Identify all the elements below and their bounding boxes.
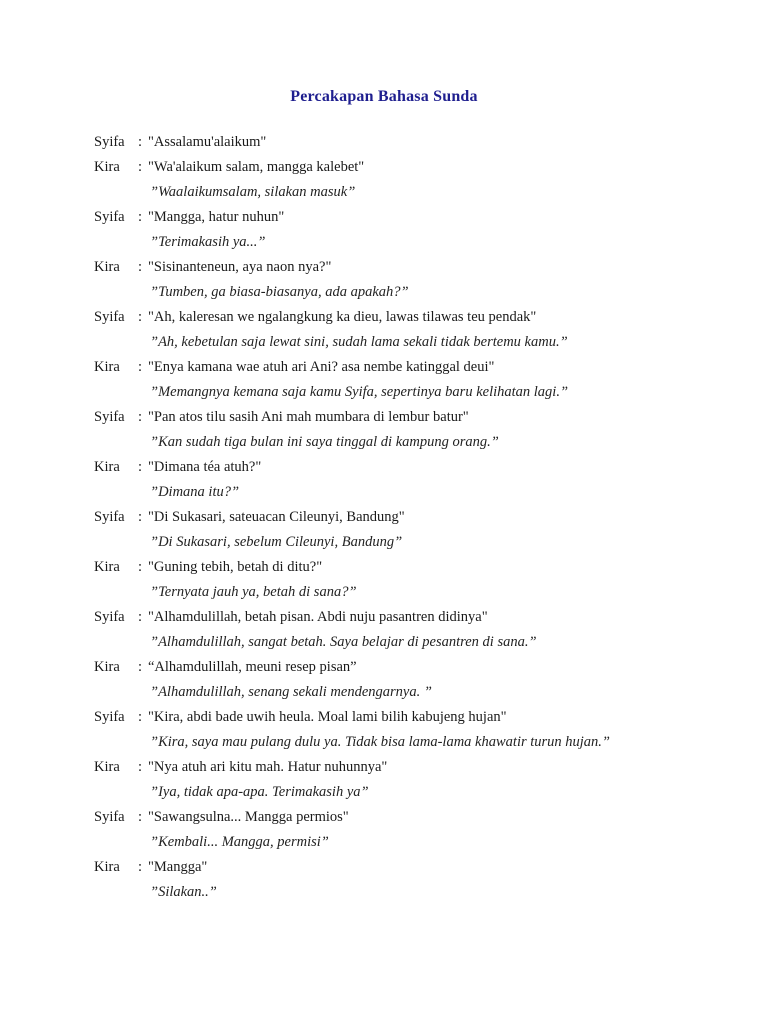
sundanese-utterance: "Pan atos tilu sasih Ani mah mumbara di lembur batur" <box>148 409 469 425</box>
sundanese-utterance: "Alhamdulillah, betah pisan. Abdi nuju pasantren didinya" <box>148 609 488 625</box>
speaker-separator: : <box>138 409 143 425</box>
speaker-name: Syifa <box>94 134 125 150</box>
dialog-line <box>94 130 734 155</box>
conversation <box>94 130 734 905</box>
dialog-entry <box>94 655 734 705</box>
speaker-separator: : <box>138 209 143 225</box>
speaker-separator: : <box>138 709 143 725</box>
sundanese-utterance: "Dimana téa atuh?" <box>148 459 262 475</box>
document-title: Percakapan Bahasa Sunda <box>290 88 478 105</box>
sundanese-utterance: "Mangga" <box>148 859 208 875</box>
speaker-name: Kira <box>94 859 120 875</box>
speaker-name: Kira <box>94 359 120 375</box>
sundanese-utterance: "Wa'alaikum salam, mangga kalebet" <box>148 159 365 175</box>
dialog-line <box>94 755 734 780</box>
speaker-name: Kira <box>94 559 120 575</box>
indonesian-translation: ”Terimakasih ya...” <box>150 234 266 250</box>
sundanese-utterance: "Sawangsulna... Mangga permios" <box>148 809 349 825</box>
sundanese-utterance: "Assalamu'alaikum" <box>148 134 267 150</box>
sundanese-utterance: "Di Sukasari, sateuacan Cileunyi, Bandung" <box>148 509 405 525</box>
dialog-entry <box>94 455 734 505</box>
sundanese-utterance: "Nya atuh ari kitu mah. Hatur nuhunnya" <box>148 759 388 775</box>
speaker-separator: : <box>138 259 143 275</box>
indonesian-translation: ”Kembali... Mangga, permisi” <box>150 834 329 850</box>
speaker-separator: : <box>138 659 143 675</box>
indonesian-translation: ”Alhamdulillah, senang sekali mendengarnya. ” <box>150 684 432 700</box>
sundanese-utterance: "Sisinanteneun, aya naon nya?" <box>148 259 332 275</box>
speaker-name: Syifa <box>94 809 125 825</box>
sundanese-utterance: “Alhamdulillah, meuni resep pisan” <box>148 659 357 675</box>
speaker-separator: : <box>138 609 143 625</box>
dialog-line <box>94 605 734 630</box>
speaker-name: Kira <box>94 659 120 675</box>
dialog-line <box>94 805 734 830</box>
sundanese-utterance: "Mangga, hatur nuhun" <box>148 209 285 225</box>
speaker-name: Kira <box>94 459 120 475</box>
sundanese-utterance: "Enya kamana wae atuh ari Ani? asa nembe katinggal deui" <box>148 359 495 375</box>
dialog-entry <box>94 205 734 255</box>
dialog-entry <box>94 305 734 355</box>
indonesian-translation: ”Memangnya kemana saja kamu Syifa, sepertinya baru kelihatan lagi.” <box>150 384 569 400</box>
dialog-entry <box>94 405 734 455</box>
speaker-separator: : <box>138 359 143 375</box>
dialog-entry <box>94 805 734 855</box>
indonesian-translation: ”Kan sudah tiga bulan ini saya tinggal di kampung orang.” <box>150 434 499 450</box>
speaker-separator: : <box>138 309 143 325</box>
speaker-separator: : <box>138 559 143 575</box>
indonesian-translation: ”Alhamdulillah, sangat betah. Saya belajar di pesantren di sana.” <box>150 634 537 650</box>
dialog-line <box>94 305 734 330</box>
dialog-line <box>94 505 734 530</box>
dialog-entry <box>94 605 734 655</box>
dialog-entry <box>94 705 734 755</box>
dialog-entry <box>94 130 734 155</box>
speaker-name: Syifa <box>94 209 125 225</box>
speaker-separator: : <box>138 459 143 475</box>
speaker-name: Kira <box>94 259 120 275</box>
dialog-line <box>94 255 734 280</box>
dialog-entry <box>94 355 734 405</box>
dialog-line <box>94 205 734 230</box>
speaker-name: Syifa <box>94 709 125 725</box>
sundanese-utterance: "Ah, kaleresan we ngalangkung ka dieu, lawas tilawas teu pendak" <box>148 309 537 325</box>
dialog-line <box>94 705 734 730</box>
speaker-separator: : <box>138 159 143 175</box>
dialog-line <box>94 405 734 430</box>
indonesian-translation: ”Silakan..” <box>150 884 217 900</box>
dialog-entry <box>94 855 734 905</box>
speaker-separator: : <box>138 809 143 825</box>
indonesian-translation: ”Tumben, ga biasa-biasanya, ada apakah?” <box>150 284 409 300</box>
speaker-name: Syifa <box>94 409 125 425</box>
speaker-name: Syifa <box>94 509 125 525</box>
speaker-separator: : <box>138 759 143 775</box>
speaker-name: Syifa <box>94 609 125 625</box>
dialog-line <box>94 555 734 580</box>
indonesian-translation: ”Iya, tidak apa-apa. Terimakasih ya” <box>150 784 369 800</box>
dialog-entry <box>94 555 734 605</box>
dialog-entry <box>94 505 734 555</box>
dialog-entry <box>94 155 734 205</box>
dialog-line <box>94 455 734 480</box>
indonesian-translation: ”Ternyata jauh ya, betah di sana?” <box>150 584 357 600</box>
sundanese-utterance: "Guning tebih, betah di ditu?" <box>148 559 323 575</box>
dialog-line <box>94 655 734 680</box>
speaker-separator: : <box>138 134 143 150</box>
sundanese-utterance: "Kira, abdi bade uwih heula. Moal lami bilih kabujeng hujan" <box>148 709 507 725</box>
speaker-name: Syifa <box>94 309 125 325</box>
dialog-line <box>94 855 734 880</box>
speaker-separator: : <box>138 859 143 875</box>
indonesian-translation: ”Dimana itu?” <box>150 484 240 500</box>
dialog-entry <box>94 755 734 805</box>
speaker-name: Kira <box>94 159 120 175</box>
speaker-name: Kira <box>94 759 120 775</box>
speaker-separator: : <box>138 509 143 525</box>
indonesian-translation: ”Waalaikumsalam, silakan masuk” <box>150 184 356 200</box>
indonesian-translation: ”Di Sukasari, sebelum Cileunyi, Bandung” <box>150 534 403 550</box>
indonesian-translation: ”Kira, saya mau pulang dulu ya. Tidak bisa lama-lama khawatir turun hujan.” <box>150 734 610 750</box>
dialog-line <box>94 355 734 380</box>
dialog-line <box>94 155 734 180</box>
indonesian-translation: ”Ah, kebetulan saja lewat sini, sudah lama sekali tidak bertemu kamu.” <box>150 334 568 350</box>
dialog-entry <box>94 255 734 305</box>
